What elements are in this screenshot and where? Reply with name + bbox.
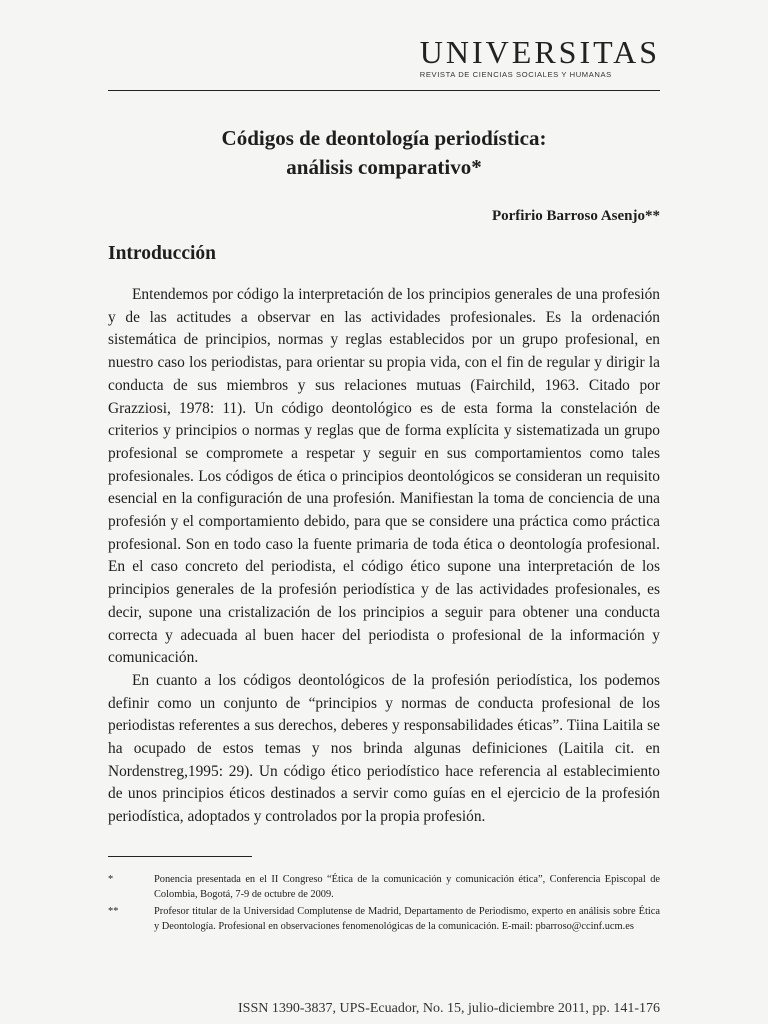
article-title: [108, 124, 660, 182]
footnote-mark: *: [108, 874, 114, 885]
body-paragraph: En cuanto a los códigos deontológicos de la profesión periodística, los podemos definir como un conjunto de “principios y normas de conducta profesional de los periodistas referentes a sus derechos, deberes y responsabilidades éticas”. Tiina Laitila se ha ocupado de estos temas y nos brinda algunas definiciones (Laitila cit. en Nordenstreg,1995: 29). Un código ético periodístico hace referencia al establecimiento de unos principios éticos destinados a servir como guías en el ejercicio de la profesión periodística, adoptados y controlados por la propia profesión.: [108, 671, 660, 826]
article-author: Porfirio Barroso Asenjo**: [491, 208, 660, 224]
footnote-mark: **: [108, 906, 119, 917]
footnote-text: Ponencia presentada en el II Congreso “Ética de la comunicación y comunicación ética”, Conferencia Episcopal de Colombia, Bogotá, 7-9 de octubre de 2009.: [154, 874, 660, 900]
body-paragraph: Entendemos por código la interpretación de los principios generales de una profesión y de las actitudes a observar en las actividades profesionales. Es la ordenación sistemática de principios, normas y reglas establecidos por un grupo profesional, en nuestro caso los periodistas, para orientar su propia vida, con el fin de regular y dirigir la conducta de sus miembros y sus relaciones mutuas (Fairchild, 1963. Citado por Grazziosi, 1978: 11). Un código deontológico es de esta forma la constelación de criterios y principios o normas y reglas que de forma explícita y sistematizada un grupo profesional se compromete a respetar y seguir en sus comportamientos como tales profesionales. Los códigos de ética o principios deontológicos se consideran un requisito esencial en la configuración de una profesión. Manifiestan la toma de conciencia de una profesión y el comportamiento debido, para que se considere una práctica como práctica profesional. Son en todo caso la fuente primaria de toda ética o deontología profesional. En el caso concreto del periodista, el código ético supone una interpretación de los principios generales de la profesión periodística y de las actividades profesionales, es decir, supone una cristalización de los principios a seguir para obtener una conducta correcta y adecuada al buen hacer del periodista o profesional de la información y comunicación.: [108, 286, 660, 667]
footnotes: [108, 873, 660, 937]
page-footer-citation: ISSN 1390-3837, UPS-Ecuador, No. 15, julio-diciembre 2011, pp. 141-176: [238, 1001, 660, 1016]
article-title-line-1: Códigos de deontología periodística:: [221, 126, 547, 150]
journal-name: UNIVERSITAS: [419, 34, 660, 70]
article-title-line-2: análisis comparativo*: [286, 155, 482, 179]
footnote: [108, 873, 660, 902]
article-body: [108, 284, 660, 829]
journal-subtitle: REVISTA DE CIENCIAS SOCIALES Y HUMANAS: [419, 70, 612, 79]
section-heading: Introducción: [108, 243, 216, 264]
footnote: [108, 905, 660, 934]
header-rule: [108, 90, 660, 91]
journal-header: [420, 36, 660, 79]
footnote-rule: [108, 856, 252, 857]
footnote-text: Profesor titular de la Universidad Complutense de Madrid, Departamento de Periodismo, experto en análisis sobre Ética y Deontología. Profesional en observaciones fenomenológicas de la comunicación. E-mail: pbarroso@ccinf.ucm.es: [154, 906, 660, 932]
